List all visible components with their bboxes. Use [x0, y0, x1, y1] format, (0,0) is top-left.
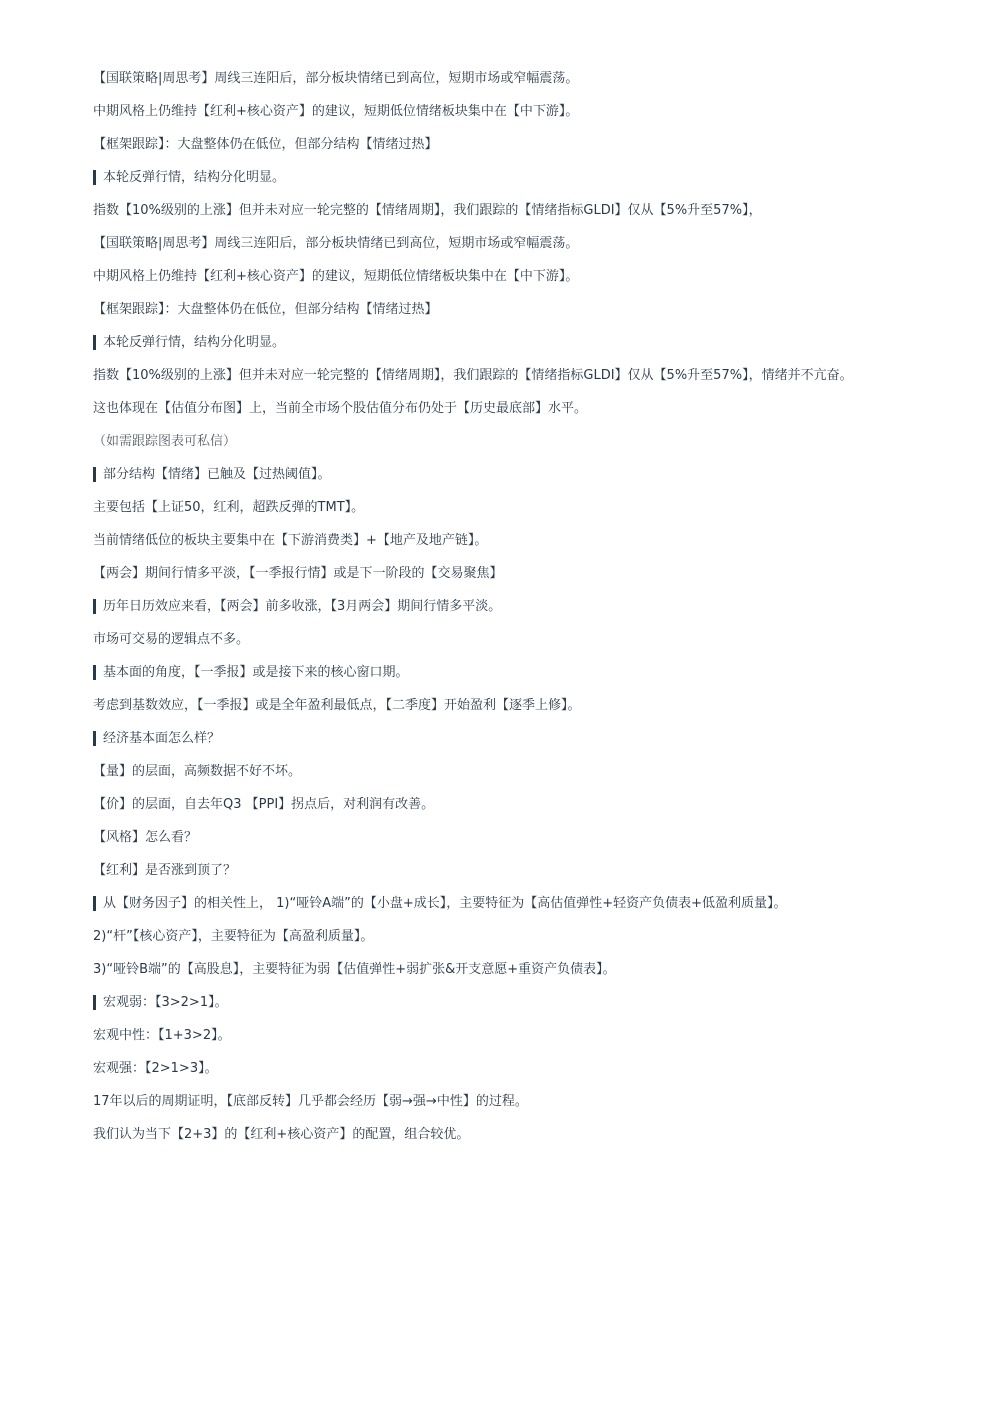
line-text: 主要包括【上证50，红利，超跌反弹的TMT】。: [93, 500, 365, 515]
section-heading-line: [93, 729, 963, 762]
paragraph-line: [93, 399, 963, 432]
line-text: 指数【10%级别的上涨】但并未对应一轮完整的【情绪周期】，我们跟踪的【情绪指标GLDI】仅从【5%升至57%】，: [93, 203, 762, 218]
line-text: 【框架跟踪】：大盘整体仍在低位，但部分结构【情绪过热】: [93, 302, 438, 317]
section-heading-line: [93, 465, 963, 498]
line-text: 【价】的层面，自去年Q3 【PPI】拐点后，对利润有改善。: [93, 797, 435, 812]
line-text: 当前情绪低位的板块主要集中在【下游消费类】+【地产及地产链】。: [93, 533, 488, 548]
line-text: 指数【10%级别的上涨】但并未对应一轮完整的【情绪周期】，我们跟踪的【情绪指标GLDI】仅从【5%升至57%】，情绪并不亢奋。: [93, 368, 853, 383]
line-text: 【红利】是否涨到顶了？: [93, 863, 237, 878]
line-text: 宏观强：【2>1>3】。: [93, 1061, 218, 1076]
bullet-bar-icon: [93, 170, 96, 185]
line-text: 市场可交易的逻辑点不多。: [93, 632, 250, 647]
paragraph-line: [93, 1092, 963, 1125]
paragraph-line: [93, 234, 963, 267]
document-body: [93, 69, 963, 1158]
paragraph-line: [93, 102, 963, 135]
section-heading-line: [93, 333, 963, 366]
bullet-bar-icon: [93, 467, 96, 482]
bullet-bar-icon: [93, 896, 96, 911]
line-text: 部分结构【情绪】已触及【过热阈值】。: [103, 467, 331, 482]
paragraph-line: [93, 1026, 963, 1059]
paragraph-line: [93, 201, 963, 234]
paragraph-line: [93, 828, 963, 861]
line-text: 17年以后的周期证明，【底部反转】几乎都会经历【弱→强→中性】的过程。: [93, 1094, 528, 1109]
line-text: 【框架跟踪】：大盘整体仍在低位，但部分结构【情绪过热】: [93, 137, 438, 152]
line-text: 从【财务因子】的相关性上， 1)“哑铃A端”的【小盘+成长】，主要特征为【高估值弹性+轻资产负债表+低盈利质量】。: [103, 896, 787, 911]
line-text: 我们认为当下【2+3】的【红利+核心资产】的配置，组合较优。: [93, 1127, 470, 1142]
line-text: 考虑到基数效应，【一季报】或是全年盈利最低点，【二季度】开始盈利【逐季上修】。: [93, 698, 581, 713]
line-text: （如需跟踪图表可私信）: [93, 434, 237, 449]
line-text: 本轮反弹行情，结构分化明显。: [103, 170, 286, 185]
paragraph-line: [93, 69, 963, 102]
paragraph-line: [93, 267, 963, 300]
line-text: 【国联策略|周思考】周线三连阳后，部分板块情绪已到高位，短期市场或窄幅震荡。: [93, 71, 579, 86]
bullet-bar-icon: [93, 665, 96, 680]
line-text: 这也体现在【估值分布图】上，当前全市场个股估值分布仍处于【历史最底部】水平。: [93, 401, 588, 416]
line-text: 2)“杆”【核心资产】，主要特征为【高盈利质量】。: [93, 929, 374, 944]
paragraph-line: [93, 1059, 963, 1092]
line-text: 【风格】怎么看？: [93, 830, 198, 845]
paragraph-line: [93, 630, 963, 663]
paragraph-line: [93, 564, 963, 597]
paragraph-line: [93, 300, 963, 333]
paragraph-line: [93, 960, 963, 993]
line-text: 历年日历效应来看，【两会】前多收涨，【3月两会】期间行情多平淡。: [103, 599, 502, 614]
paragraph-line: [93, 762, 963, 795]
paragraph-line: [93, 135, 963, 168]
bullet-bar-icon: [93, 599, 96, 614]
paragraph-line: [93, 861, 963, 894]
section-heading-line: [93, 894, 963, 927]
paragraph-line: [93, 927, 963, 960]
bullet-bar-icon: [93, 335, 96, 350]
line-text: 基本面的角度，【一季报】或是接下来的核心窗口期。: [103, 665, 409, 680]
line-text: 本轮反弹行情，结构分化明显。: [103, 335, 286, 350]
section-heading-line: [93, 597, 963, 630]
line-text: 【国联策略|周思考】周线三连阳后，部分板块情绪已到高位，短期市场或窄幅震荡。: [93, 236, 579, 251]
line-text: 中期风格上仍维持【红利+核心资产】的建议，短期低位情绪板块集中在【中下游】。: [93, 104, 579, 119]
line-text: 宏观弱：【3>2>1】。: [103, 995, 228, 1010]
line-text: 经济基本面怎么样？: [103, 731, 221, 746]
section-heading-line: [93, 993, 963, 1026]
paragraph-line: [93, 1125, 963, 1158]
line-text: 【量】的层面，高频数据不好不坏。: [93, 764, 302, 779]
paragraph-line: [93, 366, 963, 399]
paragraph-line: [93, 795, 963, 828]
bullet-bar-icon: [93, 731, 96, 746]
paragraph-line: [93, 696, 963, 729]
line-text: 宏观中性：【1+3>2】。: [93, 1028, 231, 1043]
paragraph-line: [93, 498, 963, 531]
paragraph-line: [93, 432, 963, 465]
section-heading-line: [93, 168, 963, 201]
line-text: 3)“哑铃B端”的【高股息】，主要特征为弱【估值弹性+弱扩张&开支意愿+重资产负债表】。: [93, 962, 616, 977]
line-text: 【两会】期间行情多平淡，【一季报行情】或是下一阶段的【交易聚焦】: [93, 566, 503, 581]
line-text: 中期风格上仍维持【红利+核心资产】的建议，短期低位情绪板块集中在【中下游】。: [93, 269, 579, 284]
paragraph-line: [93, 531, 963, 564]
section-heading-line: [93, 663, 963, 696]
bullet-bar-icon: [93, 995, 96, 1010]
